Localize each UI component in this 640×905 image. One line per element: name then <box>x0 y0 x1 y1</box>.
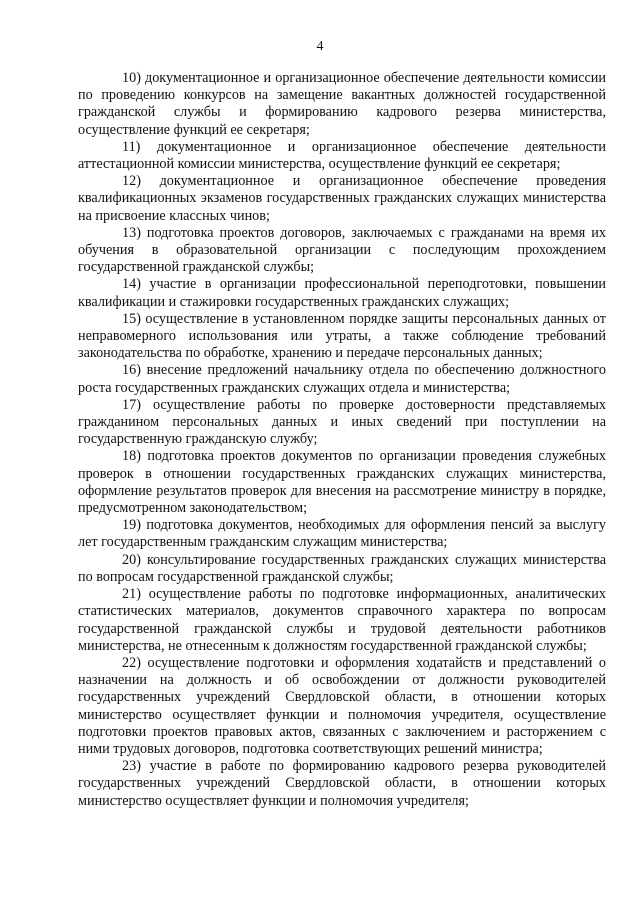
list-item-21: 21) осуществление работы по подготовке информационных, аналитических статистических материалов, документов справочного характера по вопросам государственной гражданской службы и трудовой деятельности работников министерства, не отнесенным к должностям государственной гражданской службы; <box>78 586 606 654</box>
document-body <box>78 70 606 810</box>
list-item-15: 15) осуществление в установленном порядке защиты персональных данных от неправомерного использования или утраты, а также соблюдение требований законодательства по обработке, хранению и передаче персональных данных; <box>78 310 606 362</box>
list-item-14: 14) участие в организации профессиональной переподготовки, повышении квалификации и стажировки государственных гражданских служащих; <box>78 276 606 310</box>
list-item-13: 13) подготовка проектов договоров, заключаемых с гражданами на время их обучения в образовательной организации с последующим прохождением государственной гражданской службы; <box>78 224 606 276</box>
list-item-17: 17) осуществление работы по проверке достоверности представляемых гражданином персональных данных и иных сведений при поступлении на государственную гражданскую службу; <box>78 396 606 448</box>
list-item-19: 19) подготовка документов, необходимых для оформления пенсий за выслугу лет государственным гражданским служащим министерства; <box>78 517 606 551</box>
list-item-10: 10) документационное и организационное обеспечение деятельности комиссии по проведению конкурсов на замещение вакантных должностей государственной гражданской службы и формированию кадрового резерва министерства, осуществление функций ее секретаря; <box>78 70 606 138</box>
list-item-16: 16) внесение предложений начальнику отдела по обеспечению должностного роста государственных гражданских служащих отдела и министерства; <box>78 362 606 396</box>
list-item-11: 11) документационное и организационное обеспечение деятельности аттестационной комиссии министерства, осуществление функций ее секретаря; <box>78 138 606 173</box>
list-item-23: 23) участие в работе по формированию кадрового резерва руководителей государственных учреждений Свердловской области, в отношении которых министерство осуществляет функции и полномочия учредителя; <box>78 758 606 809</box>
list-item-20: 20) консультирование государственных гражданских служащих министерства по вопросам государственной гражданской службы; <box>78 551 606 585</box>
list-item-18: 18) подготовка проектов документов по организации проведения служебных проверок в отношении государственных гражданских служащих министерства, оформление результатов проверок для внесения на рассмотрение министру в порядке, предусмотренном законодательством; <box>78 448 606 517</box>
list-item-12: 12) документационное и организационное обеспечение проведения квалификационных экзаменов государственных гражданских служащих министерства на присвоение классных чинов; <box>78 173 606 224</box>
list-item-22: 22) осуществление подготовки и оформления ходатайств и представлений о назначении на должность и об освобождении от должности руководителей государственных учреждений Свердловской области, в отношении которых министерство осуществляет функции и полномочия учредителя, осуществление подготовки проектов правовых актов, связанных с заключением и расторжением с ними трудовых договоров, подготовка соответствующих решений министра; <box>78 654 606 757</box>
page-number: 4 <box>316 39 324 54</box>
